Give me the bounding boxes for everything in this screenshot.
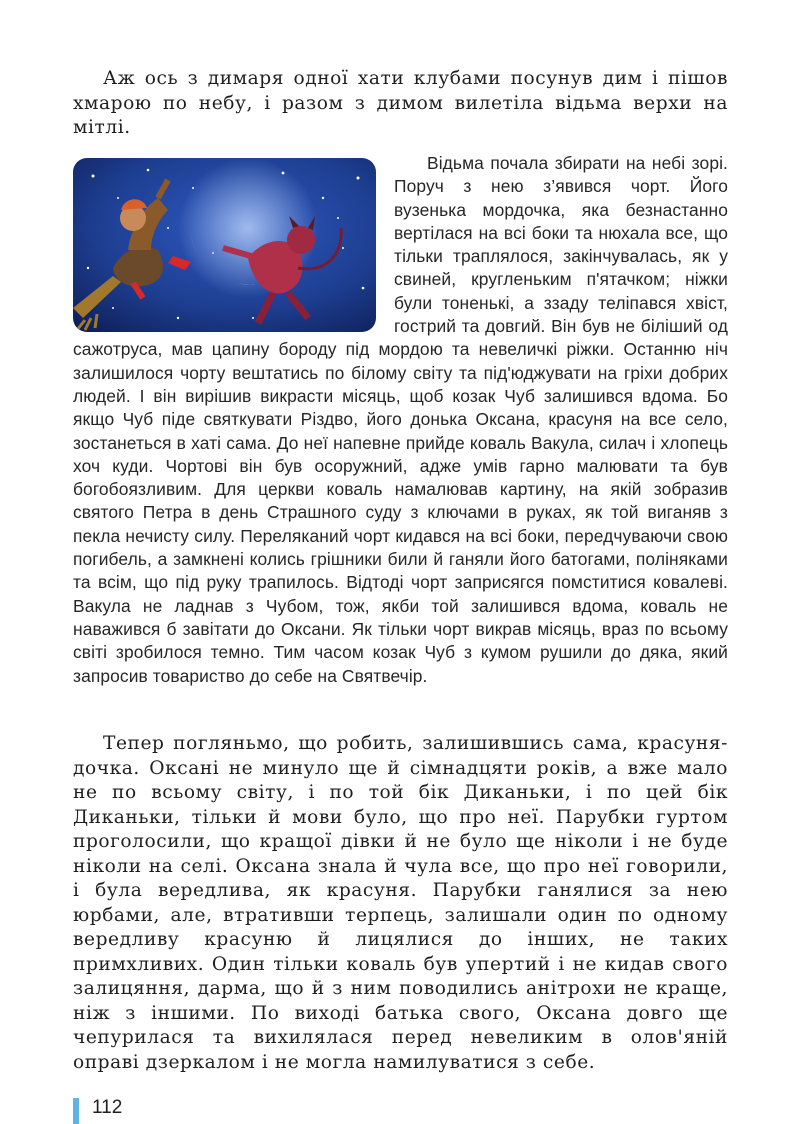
- intro-paragraph: Аж ось з димаря одної хати клубами посунув дим і пішов хмарою по небу, і разом з димом вилетіла відьма верхи на мітлі.: [73, 68, 728, 138]
- story-paragraph: Тепер погляньмо, що робить, залишившись сама, красуня-дочка. Оксані не минуло ще й сімнадцяти років, а вже мало не по всьому світу, і по той бік Диканьки, і по цей бік Диканьки, тільки й мови було, що про неї. Парубки гуртом проголосили, що кращої дівки й не було ще ніколи і не буде ніколи на селі. Оксана знала й чула все, що про неї говорили, і була вередлива, як красуня. Парубки ганялися за нею юрбами, але, втративши терпець, залишали один по одному вередливу красуню й лицялися до інших, не таких примхливих. Один тільки коваль був упертий і не кидав свого залицяння, дарма, що й з ним поводились анітрохи не краще, ніж з іншими. По виході батька свого, Оксана довго ще чепурилася та вихилялася перед невеликим в олов'яній оправі дзеркалом і не могла намилуватися з себе.: [73, 733, 728, 1073]
- illustration-float-spacer: [73, 152, 394, 338]
- story-summary-paragraph: [73, 152, 728, 688]
- page-number: 112: [92, 1097, 123, 1118]
- story-summary-text: Відьма почала збирати на небі зорі. Поруч з нею з’явився чорт. Його вузенька мордочка, яка безнастанно вертілася на всі боки та нюхала все, що тільки траплялося, закінчувалась, як у свиней, кругленьким п'ятачком; ніжки були тоненькі, а ззаду теліпався хвіст, гострий та довгий. Він був не біліший од сажотруса, мав цапину бороду під мордою та невеличкі ріжки. Останню ніч залишилося чорту вештатись по білому світу та під'юджувати на гріхи добрих людей. І він вирішив викрасти місяць, щоб козак Чуб залишився вдома. Бо якщо Чуб піде святкувати Різдво, його донька Оксана, красуня на все село, зостанеться в хаті сама. До неї напевне прийде коваль Вакула, силач і хлопець хоч куди. Чортові він був осоружний, адже умів гарно малювати та був богобоязливим. Для церкви коваль намалював картину, на якій зобразив святого Петра в день Страшного суду з ключами в руках, як той виганяв з пекла нечисту силу. Переляканий чорт кидався на всі боки, передчуваючи свою погибель, а замкнені колись грішники били й ганяли його батогами, поліняками та всім, що під руку трапилось. Відтоді чорт заприсягся помститися ковалеві. Вакула не ладнав з Чубом, тож, якби той залишився вдома, коваль не наважився б завітати до Оксани. Як тільки чорт викрав місяць, враз по всьому світі зробилося темно. Тим часом козак Чуб з кумом рушили до дяка, який запросив товариство до себе на Святвечір.: [73, 153, 728, 686]
- page-number-bar: [73, 1098, 79, 1124]
